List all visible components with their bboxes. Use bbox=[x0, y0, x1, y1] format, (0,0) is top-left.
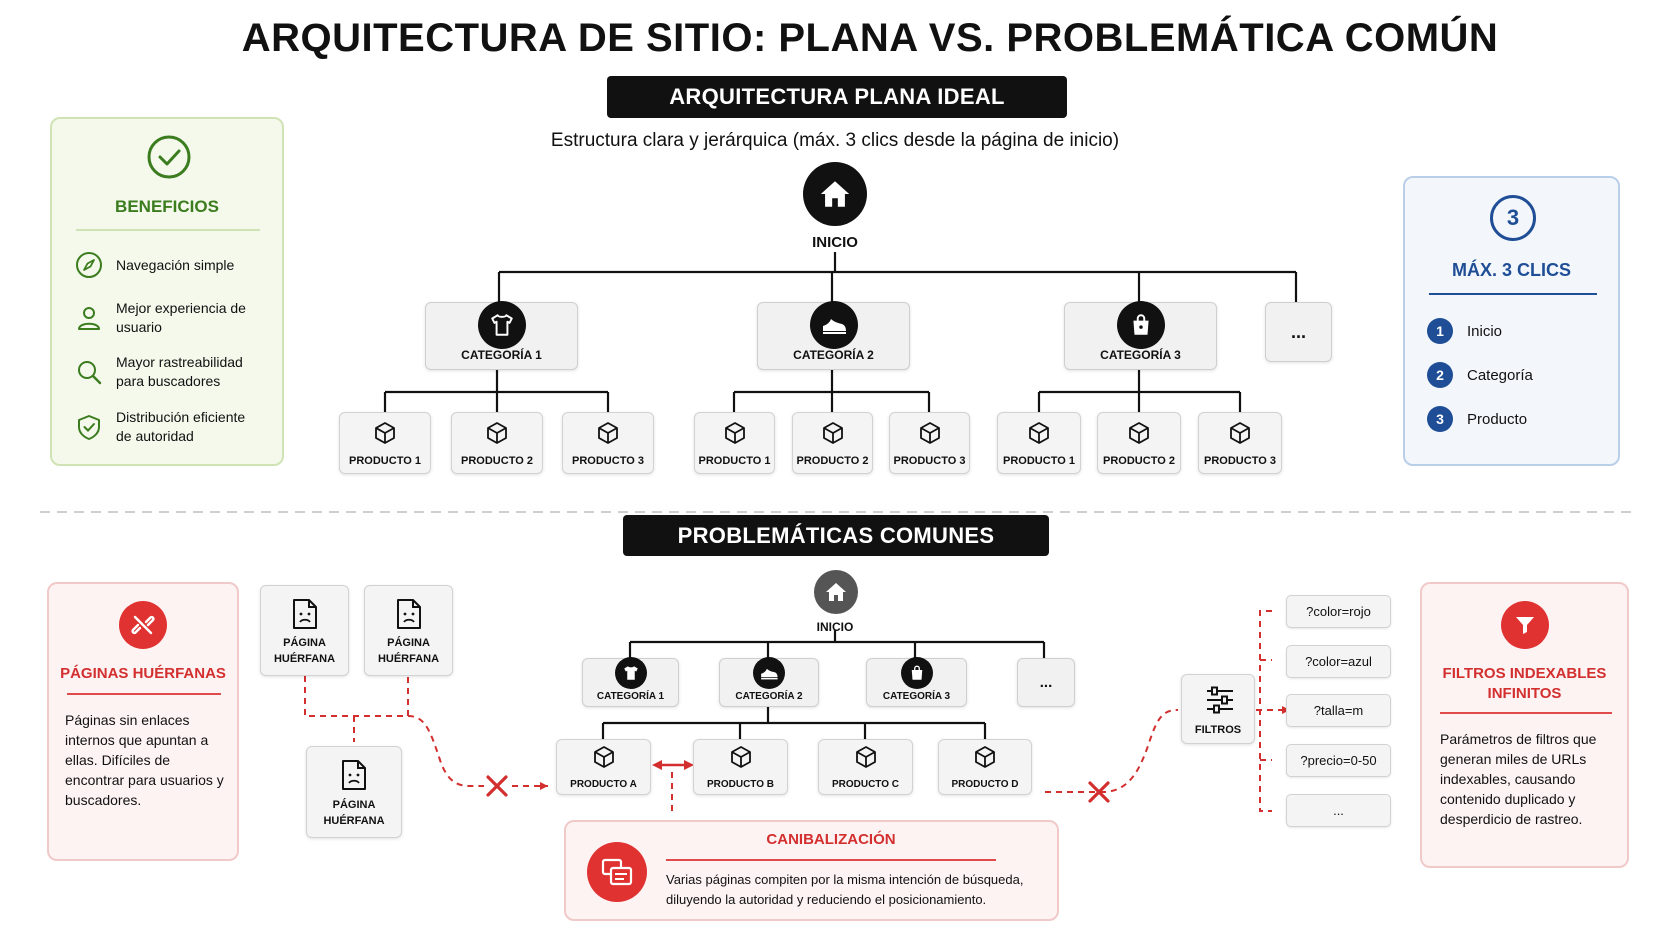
problem-category-2[interactable] bbox=[719, 658, 819, 707]
product-node[interactable] bbox=[451, 412, 543, 474]
user-icon bbox=[72, 304, 106, 332]
category-label: CATEGORÍA 1 bbox=[596, 691, 665, 702]
orphan-pages-title: PÁGINAS HUÉRFANAS bbox=[60, 665, 226, 682]
box-icon bbox=[723, 421, 747, 450]
clicks-panel bbox=[1403, 176, 1620, 466]
cannibalization-title: CANIBALIZACIÓN bbox=[766, 831, 896, 848]
sliders-icon bbox=[1204, 684, 1236, 721]
problem-home-label: INICIO bbox=[816, 620, 854, 634]
product-node[interactable] bbox=[562, 412, 654, 474]
home-icon bbox=[824, 580, 848, 604]
orphan-page-node[interactable] bbox=[260, 585, 349, 676]
category-label: CATEGORÍA 2 bbox=[735, 691, 803, 702]
product-label: PRODUCTO 1 bbox=[1003, 455, 1075, 467]
orphan-pages-panel bbox=[47, 582, 239, 861]
home-node bbox=[803, 162, 867, 226]
product-label: PRODUCTO 3 bbox=[1204, 455, 1276, 467]
problem-product-node[interactable] bbox=[818, 739, 913, 795]
orphan-page-node[interactable] bbox=[364, 585, 453, 676]
category-2-node[interactable] bbox=[757, 302, 910, 370]
infinite-filters-panel bbox=[1420, 582, 1629, 868]
product-node[interactable] bbox=[889, 412, 970, 474]
box-icon bbox=[1228, 421, 1252, 450]
product-label: PRODUCTO 1 bbox=[349, 455, 421, 467]
filter-param[interactable]: ?talla=m bbox=[1286, 694, 1391, 727]
box-icon bbox=[373, 421, 397, 450]
orphan-label: PÁGINA HUÉRFANA bbox=[377, 637, 440, 665]
box-icon bbox=[1027, 421, 1051, 450]
infinite-filters-text: Parámetros de filtros que generan miles de URLs indexables, causando contenido duplicado y desperdicio de rastreo. bbox=[1440, 731, 1597, 827]
filter-param[interactable]: ... bbox=[1286, 794, 1391, 827]
sad-document-icon bbox=[292, 598, 318, 635]
shirt-icon bbox=[615, 657, 647, 689]
box-icon bbox=[729, 745, 753, 774]
box-icon bbox=[592, 745, 616, 774]
product-label: PRODUCTO A bbox=[570, 779, 637, 790]
funnel-icon bbox=[1501, 601, 1549, 649]
sad-document-icon bbox=[341, 759, 367, 796]
home-icon bbox=[818, 177, 852, 211]
product-node[interactable] bbox=[694, 412, 775, 474]
duplicate-pages-icon bbox=[587, 842, 647, 902]
clicks-divider bbox=[1429, 293, 1597, 295]
search-icon bbox=[72, 358, 106, 386]
problem-category-3[interactable] bbox=[866, 658, 967, 707]
problem-product-node[interactable] bbox=[556, 739, 651, 795]
three-badge: 3 bbox=[1490, 195, 1536, 241]
orphan-label: PÁGINA HUÉRFANA bbox=[323, 799, 385, 827]
filter-param[interactable]: ?color=azul bbox=[1286, 645, 1391, 678]
product-label: PRODUCTO 3 bbox=[893, 455, 966, 467]
infinite-filters-title bbox=[1422, 664, 1627, 704]
product-label: PRODUCTO D bbox=[951, 779, 1019, 790]
product-label: PRODUCTO 2 bbox=[461, 455, 533, 467]
shield-check-icon bbox=[72, 413, 106, 441]
orphan-divider bbox=[67, 693, 221, 695]
check-circle-icon bbox=[146, 134, 192, 185]
benefits-title: BENEFICIOS bbox=[115, 197, 219, 216]
benefits-divider bbox=[76, 229, 260, 231]
cannibalization-text: Varias páginas compiten por la misma intención de búsqueda, diluyendo la autoridad y reduciendo el posicionamiento. bbox=[666, 872, 1024, 907]
problem-more-categories[interactable]: ... bbox=[1017, 658, 1075, 707]
problem-product-node[interactable] bbox=[693, 739, 788, 795]
cannibalization-panel bbox=[564, 820, 1059, 921]
click-step bbox=[1427, 362, 1533, 388]
product-label: PRODUCTO 1 bbox=[698, 455, 771, 467]
orphan-page-node[interactable] bbox=[306, 746, 402, 838]
problem-home-node bbox=[814, 570, 858, 614]
infinite-filters-title-line1: FILTROS INDEXABLES bbox=[1442, 665, 1607, 682]
step-number: 1 bbox=[1427, 318, 1453, 344]
click-step bbox=[1427, 318, 1502, 344]
box-icon bbox=[973, 745, 997, 774]
benefit-text: Distribución eficiente de autoridad bbox=[116, 409, 246, 444]
product-node[interactable] bbox=[792, 412, 873, 474]
problem-category-1[interactable] bbox=[582, 658, 679, 707]
category-label: CATEGORÍA 2 bbox=[793, 348, 874, 362]
more-categories[interactable]: ... bbox=[1265, 302, 1332, 362]
bag-icon bbox=[901, 657, 933, 689]
product-label: PRODUCTO 2 bbox=[796, 455, 869, 467]
product-label: PRODUCTO C bbox=[831, 779, 900, 790]
product-label: PRODUCTO 2 bbox=[1103, 455, 1175, 467]
product-label: PRODUCTO B bbox=[706, 779, 775, 790]
category-label: CATEGORÍA 1 bbox=[461, 348, 542, 362]
problems-banner: PROBLEMÁTICAS COMUNES bbox=[623, 515, 1049, 556]
product-node[interactable] bbox=[997, 412, 1081, 474]
clicks-title: MÁX. 3 CLICS bbox=[1451, 260, 1571, 280]
category-3-node[interactable] bbox=[1064, 302, 1217, 370]
product-node[interactable] bbox=[1198, 412, 1282, 474]
step-number: 3 bbox=[1427, 406, 1453, 432]
shoe-icon bbox=[810, 301, 858, 349]
click-step bbox=[1427, 406, 1527, 432]
orphan-label: PÁGINA HUÉRFANA bbox=[273, 637, 336, 665]
broken-link-icon bbox=[119, 601, 167, 649]
bag-icon bbox=[1117, 301, 1165, 349]
filter-param[interactable]: ?color=rojo bbox=[1286, 595, 1391, 628]
shoe-icon bbox=[753, 657, 785, 689]
benefit-item bbox=[72, 353, 272, 391]
benefit-text: Navegación simple bbox=[116, 256, 235, 273]
problem-product-node[interactable] bbox=[938, 739, 1032, 795]
benefit-text: Mayor rastreabilidad para buscadores bbox=[116, 354, 243, 389]
shirt-icon bbox=[478, 301, 526, 349]
benefit-item bbox=[72, 299, 272, 337]
box-icon bbox=[1127, 421, 1151, 450]
flat-banner: ARQUITECTURA PLANA IDEAL bbox=[607, 76, 1067, 118]
box-icon bbox=[821, 421, 845, 450]
filters-node[interactable] bbox=[1181, 674, 1255, 744]
product-node[interactable] bbox=[1097, 412, 1181, 474]
orphan-pages-text: Páginas sin enlaces internos que apuntan a ellas. Difíciles de encontrar para usuarios y buscadores. bbox=[65, 712, 224, 808]
box-icon bbox=[854, 745, 878, 774]
flat-subtitle: Estructura clara y jerárquica (máx. 3 clics desde la página de inicio) bbox=[550, 130, 1120, 151]
filters-divider bbox=[1440, 712, 1612, 714]
home-label: INICIO bbox=[812, 234, 858, 251]
filter-param[interactable]: ?precio=0-50 bbox=[1286, 744, 1391, 777]
step-label: Categoría bbox=[1467, 366, 1533, 384]
step-number: 2 bbox=[1427, 362, 1453, 388]
compass-icon bbox=[72, 251, 106, 279]
category-1-node[interactable] bbox=[425, 302, 578, 370]
product-node[interactable] bbox=[339, 412, 431, 474]
cannibal-divider bbox=[666, 859, 996, 861]
box-icon bbox=[918, 421, 942, 450]
benefits-panel bbox=[50, 117, 284, 466]
benefit-item bbox=[72, 251, 272, 279]
benefit-item bbox=[72, 408, 272, 446]
box-icon bbox=[596, 421, 620, 450]
box-icon bbox=[485, 421, 509, 450]
step-label: Producto bbox=[1467, 410, 1528, 428]
step-label: Inicio bbox=[1467, 322, 1503, 340]
sad-document-icon bbox=[396, 598, 422, 635]
benefit-text: Mejor experiencia de usuario bbox=[116, 300, 246, 335]
page-title: ARQUITECTURA DE SITIO: PLANA VS. PROBLEMÁTICA COMÚN bbox=[241, 16, 1499, 60]
filters-label: FILTROS bbox=[1194, 724, 1242, 736]
infinite-filters-title-line2: INFINITOS bbox=[1487, 685, 1562, 702]
category-label: CATEGORÍA 3 bbox=[882, 691, 951, 702]
category-label: CATEGORÍA 3 bbox=[1100, 348, 1181, 362]
product-label: PRODUCTO 3 bbox=[572, 455, 644, 467]
